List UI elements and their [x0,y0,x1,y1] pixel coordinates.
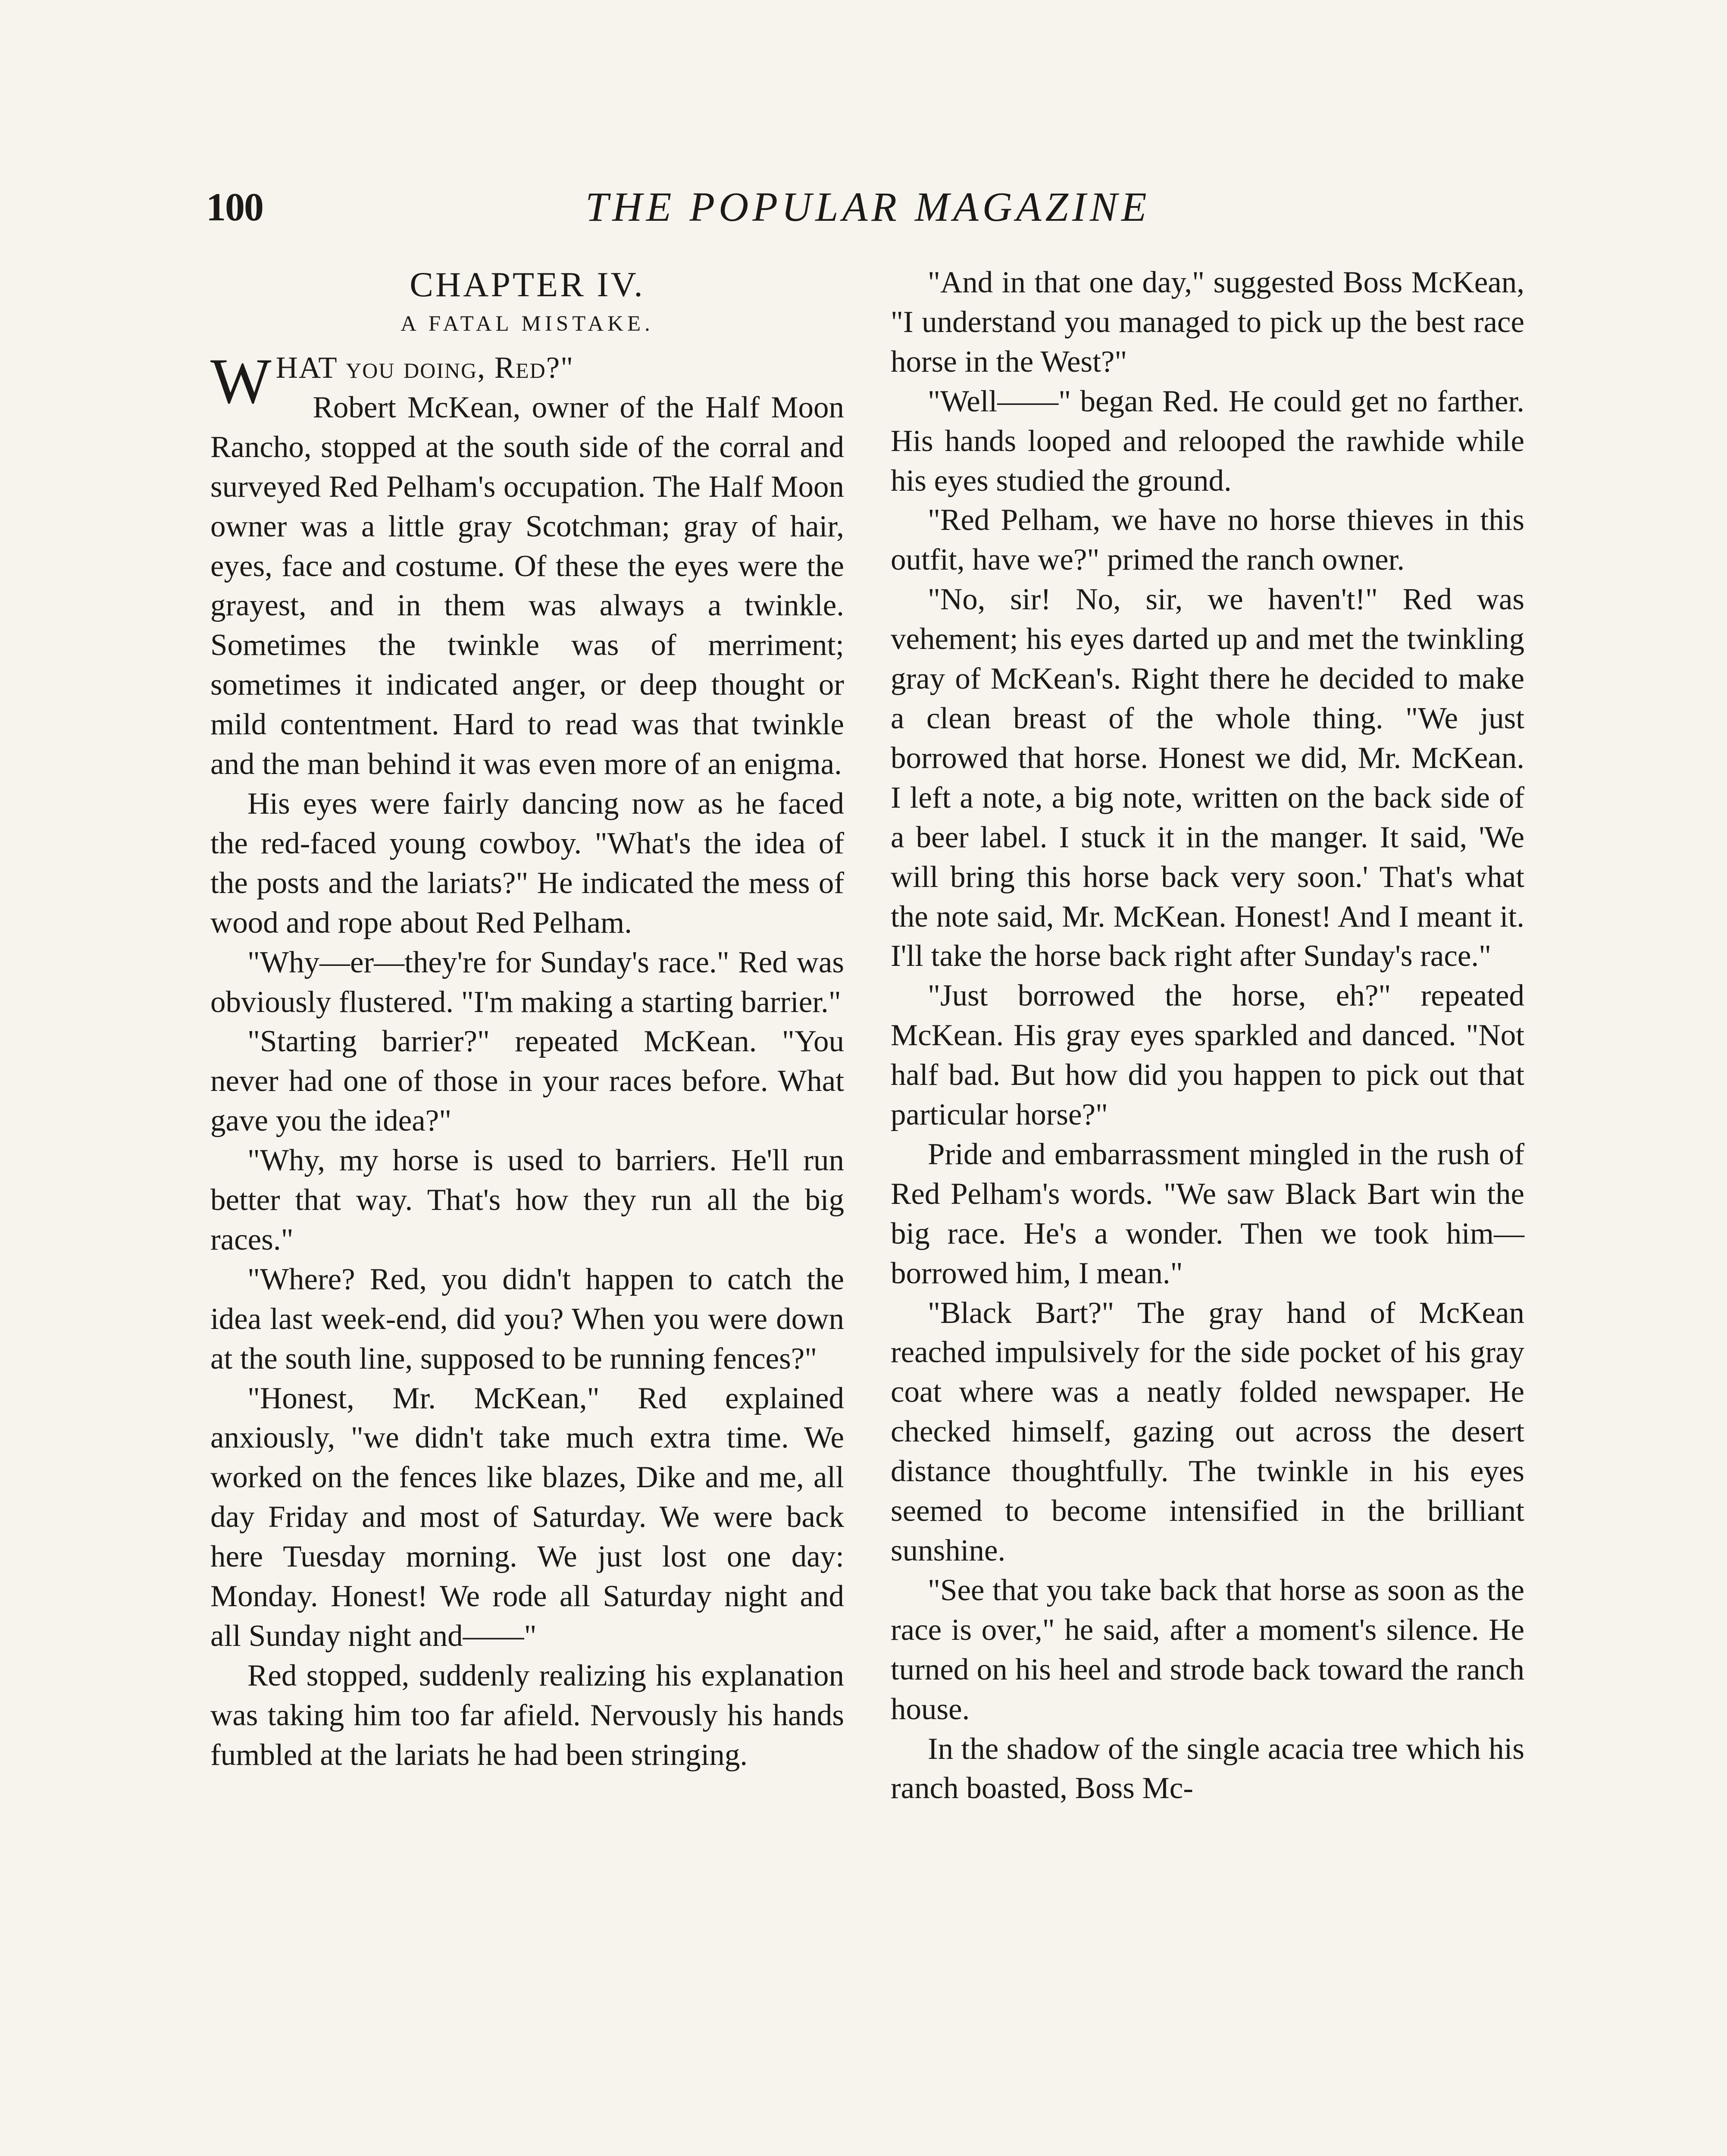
paragraph: Pride and embarrassment mingled in the rush of Red Pelham's words. "We saw Black Bart win the big race. He's a wonder. Then we took him—borrowed him, I mean." [891,1137,1524,1290]
paragraph: "Why—er—they're for Sunday's race." Red was obviously flustered. "I'm making a starting barrier." [210,945,844,1019]
paragraph: "Why, my horse is used to barriers. He'll run better that way. That's how they run all the big races." [210,1144,844,1257]
paragraph: "Just borrowed the horse, eh?" repeated McKean. His gray eyes sparkled and danced. "Not half bad. But how did you happen to pick out that particular horse?" [891,979,1524,1132]
paragraph: Red stopped, suddenly realizing his explanation was taking him too far afield. Nervously his hands fumbled at the lariats he had been stringing. [210,1658,844,1772]
page-header [206,172,1525,241]
paragraph: "Where? Red, you didn't happen to catch the idea last week-end, did you? When you were down at the south line, supposed to be running fences?" [210,1262,844,1376]
page-number: 100 [206,185,263,229]
paragraph: Robert McKean, owner of the Half Moon Rancho, stopped at the south side of the corral and surveyed Red Pelham's occupation. The Half Moon owner was a little gray Scotchman; gray of hair, eyes, face and costume. Of these the eyes were the grayest, and in them was always a twinkle. Sometimes the twinkle was of merriment; sometimes it indicated anger, or deep thought or mild contentment. Hard to read was that twinkle and the man behind it was even more of an enigma. [210,390,844,781]
paragraph: "See that you take back that horse as soon as the race is over," he said, after a moment's silence. He turned on his heel and strode back toward the ranch house. [891,1573,1524,1726]
paragraph: "And in that one day," suggested Boss McKean, "I understand you managed to pick up the best race horse in the West?" [891,266,1524,379]
drop-cap: W [210,345,272,417]
paragraph: "Starting barrier?" repeated McKean. "You never had one of those in your races before. What gave you the idea?" [210,1025,844,1138]
paragraph: "Honest, Mr. McKean," Red explained anxiously, "we didn't take much extra time. We worked on the fences like blazes, Dike and me, all day Friday and most of Saturday. We were back here Tuesday morning. We just lost one day: Monday. Honest! We rode all Saturday night and all Sunday night and——" [210,1381,844,1653]
running-head: THE POPULAR MAGAZINE [585,184,1151,230]
paragraph: "Well——" began Red. He could get no farther. His hands looped and relooped the rawhide while his eyes studied the ground. [891,384,1524,498]
paragraph: "Red Pelham, we have no horse thieves in this outfit, have we?" primed the ranch owner. [891,503,1524,577]
paragraph: "Black Bart?" The gray hand of McKean reached impulsively for the side pocket of his gray coat where was a neatly folded newspaper. He checked himself, gazing out across the desert distance thoughtfully. The twinkle in his eyes seemed to become intensified in the brilliant sunshine. [891,1296,1524,1567]
opening-text: HAT you doing, Red?" [275,351,574,385]
paragraph: "No, sir! No, sir, we haven't!" Red was vehement; his eyes darted up and met the twinkling gray of McKean's. Right there he decided to make a clean breast of the whole thing. "We just borrowed that horse. Honest we did, Mr. McKean. I left a note, a big note, written on the back side of a beer label. I stuck it in the manger. It said, 'We will bring this horse back very soon.' That's what the note said, Mr. McKean. Honest! And I meant it. I'll take the horse back right after Sunday's race." [891,583,1524,973]
chapter-title: CHAPTER IV. [410,265,645,304]
left-column [210,263,844,1775]
opening-paragraph [210,345,844,417]
chapter-subtitle: A FATAL MISTAKE. [400,312,654,336]
right-column [891,263,1524,1808]
paragraph: In the shadow of the single acacia tree which his ranch boasted, Boss Mc- [891,1732,1524,1805]
paragraph: His eyes were fairly dancing now as he faced the red-faced young cowboy. "What's the idea of the posts and the lariats?" He indicated the mess of wood and rope about Red Pelham. [210,787,844,940]
